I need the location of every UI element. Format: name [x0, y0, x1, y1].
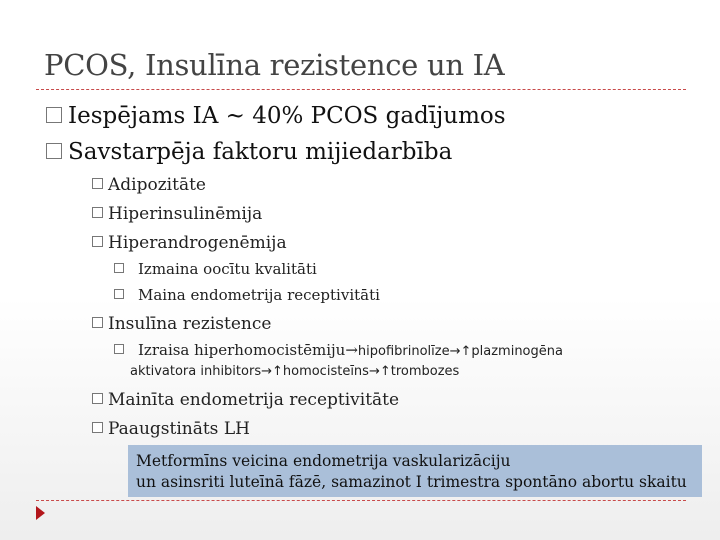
callout-line-1: Metformīns veicina endometrija vaskularizāciju [136, 452, 511, 470]
sub-item-paaugstinats [92, 419, 250, 439]
sub-sub-item-label: Maina endometrija receptivitāti [138, 286, 380, 304]
checkbox-square-icon [46, 143, 62, 159]
sub-item-hiperandrogenemija [92, 233, 287, 253]
checkbox-square-icon [92, 236, 103, 247]
sub-item-hiperinsulinemija [92, 204, 262, 224]
title-divider [36, 89, 686, 90]
checkbox-square-icon [92, 207, 103, 218]
bullet-2-text: Savstarpēja faktoru mijiedarbība [68, 139, 453, 165]
bullet-2 [46, 139, 452, 165]
sub-item-label: Paaugstināts LH [108, 419, 250, 439]
callout-line-2: un asinsriti luteīnā fāzē, samazinot I trimestra spontāno abortu skaitu [136, 473, 687, 491]
sub-sub-item-endometrija [114, 286, 380, 304]
sub-item-insulina [92, 314, 271, 334]
checkbox-square-icon [92, 317, 103, 328]
footer-divider [36, 500, 686, 501]
checkbox-square-icon [114, 263, 124, 273]
metformin-callout [128, 445, 702, 497]
bullet-1 [46, 103, 506, 129]
izraisa-text: Izraisa hiperhomocistēmiju→ [138, 341, 358, 359]
checkbox-square-icon [92, 178, 103, 189]
checkbox-square-icon [92, 393, 103, 404]
sub-item-label: Insulīna rezistence [108, 314, 272, 334]
sub-item-label: Adipozitāte [108, 175, 206, 195]
sub-sub-item-label: Izmaina oocītu kvalitāti [138, 260, 317, 278]
checkbox-square-icon [46, 107, 62, 123]
sub-item-mainita [92, 390, 399, 410]
checkbox-square-icon [114, 289, 124, 299]
sub-item-label: Mainīta endometrija receptivitāte [108, 390, 400, 410]
sub-item-adipozitate [92, 175, 206, 195]
checkbox-square-icon [92, 422, 103, 433]
izraisa-continuation: hipofibrinolīze→↑plazminogēna [357, 344, 563, 359]
bullet-1-text: Iespējams IA ~ 40% PCOS gadījumos [68, 103, 506, 129]
slide-title: PCOS, Insulīna rezistence un IA [44, 48, 505, 82]
sub-item-label: Hiperandrogenēmija [108, 233, 287, 253]
sub-item-label: Hiperinsulinēmija [108, 204, 263, 224]
play-triangle-icon[interactable] [36, 506, 45, 520]
sub-sub-item-izraisa [114, 341, 563, 359]
sub-sub-item-aktivatora: aktivatora inhibitors→↑homocisteīns→↑trombozes [130, 364, 460, 379]
sub-sub-item-oocitu [114, 260, 317, 278]
checkbox-square-icon [114, 344, 124, 354]
